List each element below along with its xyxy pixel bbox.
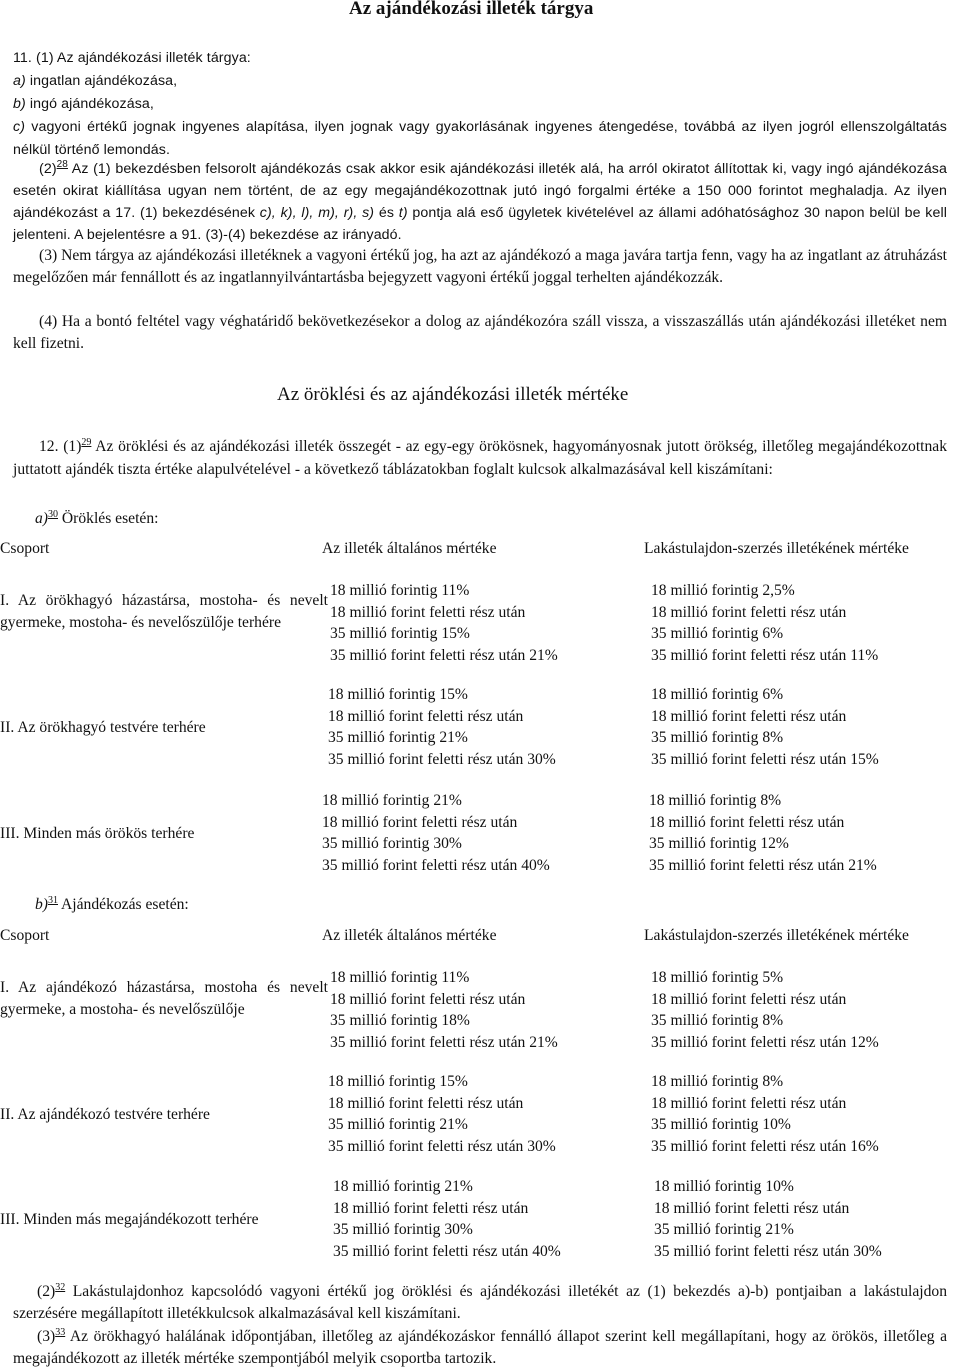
s11-paragraph-3: (3) Nem tárgya az ajándékozási illetéknek a vagyoni értékű jog, ha azt az ajándékozó a maga javára tartja fenn, vagy ha az ingatlant az átruházást megelőzően már fennállott és az ingatlannyilvántartásba bejegyzett vagyoni értékű joggal terhelten ajándékozzák. xyxy=(13,247,947,286)
s12-paragraph-2: $(2)^{32}$ Lakástulajdonhoz kapcsolódó vagyoni értékű jog öröklési és ajándékozási illetékét az (1) bekezdés a)-b) pontjaiban a lakástulajdon szerzésére megállapított illetékkulcsok alkalmazásával kell kiszámítani. xyxy=(13,1282,947,1322)
rate-line: 18 millió forintig 8% xyxy=(649,792,782,809)
gift-general-2 xyxy=(328,1071,556,1157)
rate-line: 18 millió forintig 2,5% xyxy=(651,582,795,599)
rate-line: 18 millió forintig 21% xyxy=(322,792,462,809)
rate-line: 35 millió forint feletti rész után 40% xyxy=(333,1242,561,1260)
section-title-gift-duty-subject: Az ajándékozási illeték tárgya xyxy=(349,0,594,19)
rate-line: 18 millió forint feletti rész után xyxy=(651,603,847,621)
s12-paragraph-1: 12. $(1)^{29}$ Az öröklési és az ajándékozási illeték összegét - az egy-egy örökösnek, hagyományosnak jutott örökség, illetőleg megajándékozottnak juttatott ajándék tiszta értéke alapulvételével - a következő táblázatokban foglalt kulcsok alkalmazásával kell kiszámítani: xyxy=(13,437,947,478)
rate-line: 35 millió forint feletti rész után 21% xyxy=(330,1033,558,1051)
rate-line: 35 millió forintig 18% xyxy=(330,1012,470,1029)
rate-line: 18 millió forint feletti rész után xyxy=(328,707,524,725)
rate-line: 18 millió forintig 21% xyxy=(333,1178,473,1195)
inheritance-housing-2 xyxy=(651,684,879,770)
rate-line: 35 millió forint feletti rész után 16% xyxy=(651,1137,879,1155)
rate-line: 18 millió forint feletti rész után xyxy=(322,813,518,831)
inheritance-header-general: Az illeték általános mértéke xyxy=(322,540,497,557)
rate-line: 35 millió forint feletti rész után 40% xyxy=(322,856,550,874)
inheritance-group-2: II. Az örökhagyó testvére terhére xyxy=(0,719,206,736)
rate-line: 35 millió forintig 8% xyxy=(651,1012,784,1029)
rate-line: 35 millió forintig 6% xyxy=(651,625,784,642)
gift-group-3: III. Minden más megajándékozott terhére xyxy=(0,1211,259,1228)
inheritance-header-group: Csoport xyxy=(0,540,50,557)
rate-line: 18 millió forint feletti rész után xyxy=(649,813,845,831)
rate-line: 18 millió forint feletti rész után xyxy=(328,1094,524,1112)
inheritance-general-2 xyxy=(328,684,556,770)
rate-line: 18 millió forint feletti rész után xyxy=(651,990,847,1008)
rate-line: 35 millió forintig 12% xyxy=(649,835,789,852)
gift-header-housing: Lakástulajdon-szerzés illetékének mértéke xyxy=(644,927,909,944)
s11-paragraph-2: $(2)^{28}$ Az (1) bekezdésben felsorolt ajándékozás csak akkor esik ajándékozási illeték alá, ha arról okiratot állítottak ki, vagy ingó ajándékozása esetén okirat kiállítása ugyan nem történt, de az egy megajándékozottnak jutó ingó forgalmi értéke a 150 000 forintot meghaladja. Az ilyen ajándékozást a 17. (1) bekezdésének c), k), l), m), r), s) és t) pontja alá eső ügyletek kivételével az állami adóhatósághoz 30 napon belül be kell jelenteni. A bejelentésre a 91. (3)-(4) bekezdése az irányadó. xyxy=(13,159,947,243)
s11-paragraph-4: (4) Ha a bontó feltétel vagy véghatáridő bekövetkezésekor a dolog az ajándékozóra száll vissza, a visszaszállás után ajándékozási illetéket nem kell fizetni. xyxy=(13,313,947,352)
gift-group-1: I. Az ajándékozó házastársa, mostoha és nevelt gyermeke, a mostoha- és nevelőszülője xyxy=(0,979,328,1018)
s11-point-c: c) vagyoni értékű jognak ingyenes alapítása, ilyen jognak vagy gyakorlásának ingyenes átengedése, továbbá az ilyen jogról ellenszolgáltatás nélkül történő lemondás. xyxy=(13,119,947,158)
rate-line: 18 millió forintig 11% xyxy=(330,969,470,986)
rate-line: 35 millió forintig 30% xyxy=(333,1221,473,1238)
rate-line: 35 millió forint feletti rész után 15% xyxy=(651,750,879,768)
gift-header-general: Az illeték általános mértéke xyxy=(322,927,497,944)
gift-table-caption: b)$^{31}$ Ajándékozás esetén: xyxy=(35,895,189,913)
rate-line: 35 millió forint feletti rész után 21% xyxy=(649,856,877,874)
rate-line: 18 millió forint feletti rész után xyxy=(651,1094,847,1112)
inheritance-general-3 xyxy=(322,790,550,876)
rate-line: 18 millió forintig 15% xyxy=(328,1073,468,1090)
rate-line: 18 millió forint feletti rész után xyxy=(330,603,526,621)
rate-line: 35 millió forint feletti rész után 11% xyxy=(651,646,879,664)
gift-header-group: Csoport xyxy=(0,927,50,944)
inheritance-housing-3 xyxy=(649,790,877,876)
rate-line: 35 millió forintig 21% xyxy=(328,1116,468,1133)
gift-housing-3 xyxy=(654,1176,882,1262)
s11-point-b: b) ingó ajándékozása, xyxy=(13,96,154,112)
gift-general-3 xyxy=(333,1176,561,1262)
inheritance-general-1 xyxy=(330,580,558,666)
rate-line: 35 millió forint feletti rész után 12% xyxy=(651,1033,879,1051)
inheritance-group-3: III. Minden más örökös terhére xyxy=(0,825,195,842)
rate-line: 18 millió forintig 15% xyxy=(328,686,468,703)
section-title-rates: Az öröklési és az ajándékozási illeték mértéke xyxy=(277,384,629,405)
rate-line: 35 millió forintig 30% xyxy=(322,835,462,852)
rate-line: 35 millió forint feletti rész után 21% xyxy=(330,646,558,664)
rate-line: 18 millió forint feletti rész után xyxy=(330,990,526,1008)
gift-housing-2 xyxy=(651,1071,879,1157)
s11-head: 11. (1) Az ajándékozási illeték tárgya: xyxy=(13,50,251,66)
rate-line: 35 millió forintig 21% xyxy=(654,1221,794,1238)
rate-line: 35 millió forint feletti rész után 30% xyxy=(328,1137,556,1155)
rate-line: 18 millió forintig 5% xyxy=(651,969,784,986)
rate-line: 35 millió forint feletti rész után 30% xyxy=(328,750,556,768)
rate-line: 35 millió forintig 15% xyxy=(330,625,470,642)
gift-general-1 xyxy=(330,967,558,1053)
rate-line: 18 millió forint feletti rész után xyxy=(654,1199,850,1217)
gift-group-2: II. Az ajándékozó testvére terhére xyxy=(0,1106,210,1123)
rate-line: 18 millió forintig 11% xyxy=(330,582,470,599)
s12-paragraph-3: $(3)^{33}$ Az örökhagyó halálának időpontjában, illetőleg az ajándékozáskor fennálló állapot szerint kell megállapítani, hogy az örökös, illetőleg a megajándékozott az illeték mértéke szempontjából melyik csoportba tartozik. xyxy=(13,1327,947,1367)
rate-line: 18 millió forintig 10% xyxy=(654,1178,794,1195)
rate-line: 18 millió forint feletti rész után xyxy=(333,1199,529,1217)
rate-line: 18 millió forintig 8% xyxy=(651,1073,784,1090)
inheritance-housing-1 xyxy=(651,580,878,666)
rate-line: 35 millió forint feletti rész után 30% xyxy=(654,1242,882,1260)
inheritance-table-caption: a)$^{30}$ Öröklés esetén: xyxy=(35,509,159,527)
rate-line: 35 millió forintig 21% xyxy=(328,729,468,746)
rate-line: 18 millió forintig 6% xyxy=(651,686,784,703)
inheritance-header-housing: Lakástulajdon-szerzés illetékének mértéke xyxy=(644,540,909,557)
inheritance-group-1: I. Az örökhagyó házastársa, mostoha- és nevelt gyermeke, mostoha- és nevelőszülője terhére xyxy=(0,592,328,631)
s11-point-a: a) ingatlan ajándékozása, xyxy=(13,73,178,89)
rate-line: 18 millió forint feletti rész után xyxy=(651,707,847,725)
gift-housing-1 xyxy=(651,967,879,1053)
rate-line: 35 millió forintig 10% xyxy=(651,1116,791,1133)
rate-line: 35 millió forintig 8% xyxy=(651,729,784,746)
